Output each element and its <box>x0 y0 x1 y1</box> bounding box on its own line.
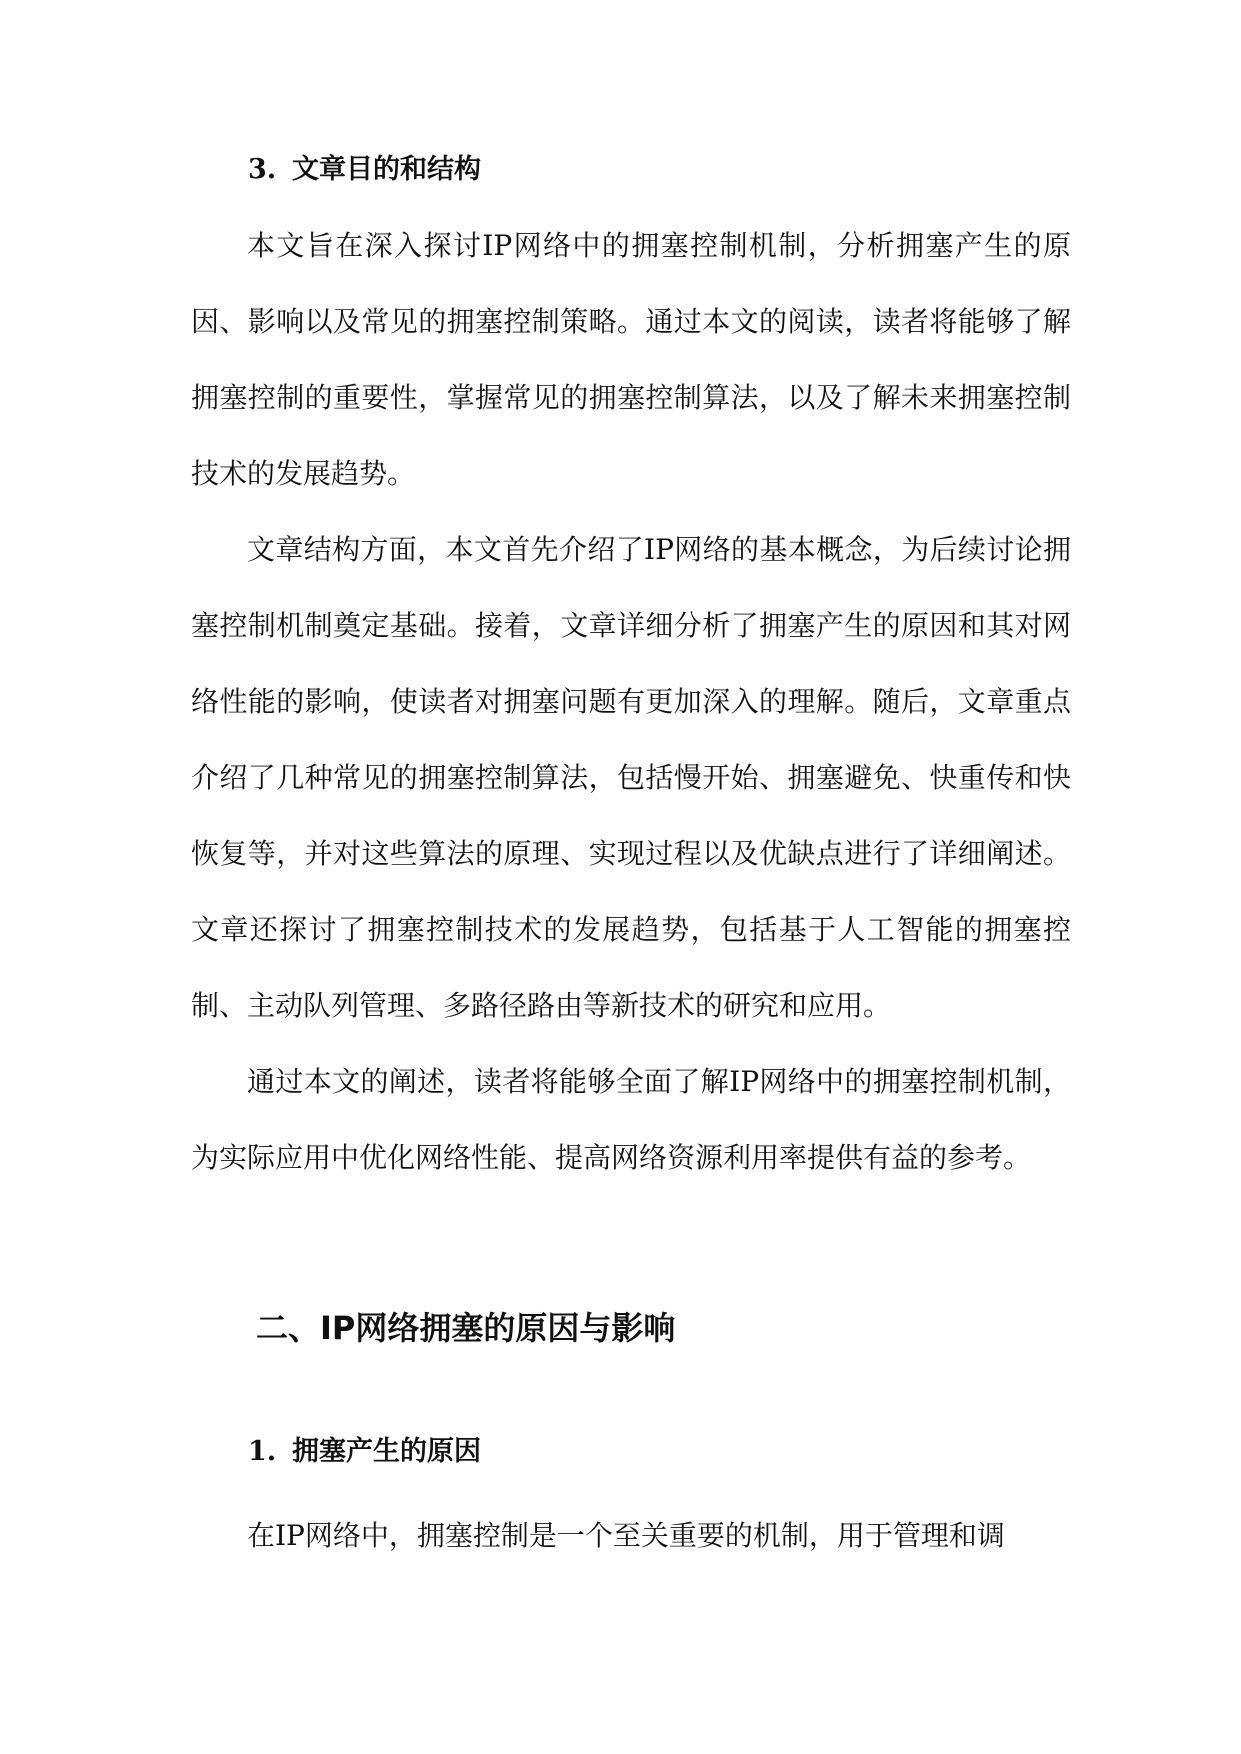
section-title: 拥塞产生的原因 <box>292 1436 481 1467</box>
paragraph-structure: 文章结构方面，本文首先介绍了IP网络的基本概念，为后续讨论拥塞控制机制奠定基础。接着，文章详细分析了拥塞产生的原因和其对网络性能的影响，使读者对拥塞问题有更加深入的理解。随后，文章重点介绍了几种常见的拥塞控制算法，包括慢开始、拥塞避免、快重传和快恢复等，并对这些算法的原理、实现过程以及优缺点进行了详细阐述。文章还探讨了拥塞控制技术的发展趋势，包括基于人工智能的拥塞控制、主动队列管理、多路径路由等新技术的研究和应用。 <box>191 533 1071 1022</box>
section-number: 1. <box>248 1436 277 1467</box>
section-heading-congestion-causes <box>248 1432 481 1472</box>
section-number: 3. <box>248 154 277 185</box>
paragraph-conclusion: 通过本文的阐述，读者将能够全面了解IP网络中的拥塞控制机制，为实际应用中优化网络性能、提高网络资源利用率提供有益的参考。 <box>191 1065 1071 1174</box>
section-heading-purpose-structure <box>248 150 481 190</box>
paragraph-purpose: 本文旨在深入探讨IP网络中的拥塞控制机制，分析拥塞产生的原因、影响以及常见的拥塞控制策略。通过本文的阅读，读者将能够了解拥塞控制的重要性，掌握常见的拥塞控制算法，以及了解未来拥塞控制技术的发展趋势。 <box>191 229 1071 490</box>
paragraph-congestion-intro: 在IP网络中，拥塞控制是一个至关重要的机制，用于管理和调 <box>247 1519 1005 1552</box>
section-title: 文章目的和结构 <box>292 154 481 185</box>
chapter-heading-congestion-causes: 二、IP网络拥塞的原因与影响 <box>256 1309 676 1347</box>
